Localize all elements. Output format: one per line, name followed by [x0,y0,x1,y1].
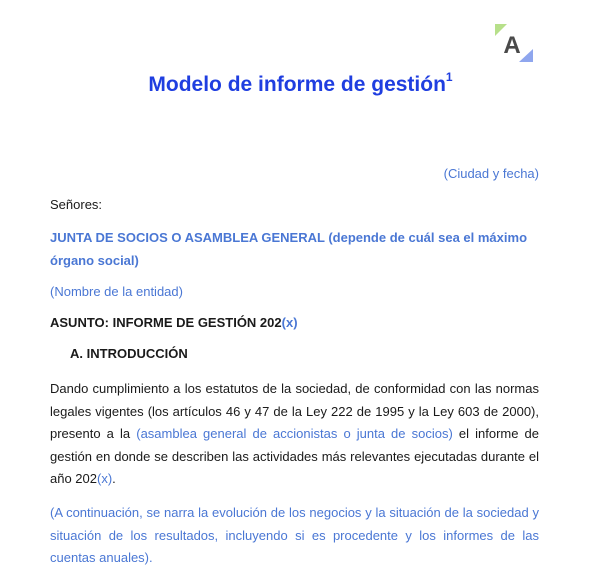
intro-text-1: Dando cumplimiento a los estatutos de la sociedad, de conformidad con las normas legales vigentes (los artículos 46 y 47 de la Ley 222 de 1995 y la Ley 603 de 2000), presento a la [50,381,539,441]
logo-letter: A [503,32,521,59]
addressee: JUNTA DE SOCIOS O ASAMBLEA GENERAL (depende de cuál sea el máximo órgano social) [50,230,528,268]
brand-logo-icon [493,22,533,64]
page-title [0,72,601,97]
instruction-note: (A continuación, se narra la evolución de los negocios y la situación de la sociedad y situación de los resultados, incluyendo si es procedente y los informes de las cuentas anuales). [50,505,539,565]
section-heading [70,343,539,366]
intro-text-3: . [112,471,116,486]
subject-line [50,312,539,335]
intro-paragraph [50,378,539,491]
entity-name-placeholder: (Nombre de la entidad) [50,284,183,299]
section-letter: A. [70,346,83,361]
title-footnote-marker: 1 [445,70,453,84]
intro-text-2: el informe de gestión en donde se describen las actividades más relevantes ejecutadas durante el año 202 [50,426,540,486]
city-date-placeholder: (Ciudad y fecha) [443,166,539,181]
subject-prefix: ASUNTO: INFORME DE GESTIÓN 202 [50,315,282,330]
intro-placeholder-year: (x) [97,471,113,486]
salutation: Señores: [50,197,103,212]
subject-year-placeholder: (x) [281,315,298,330]
section-title: INTRODUCCIÓN [86,346,188,361]
title-text: Modelo de informe de gestión [148,73,446,96]
intro-placeholder-assembly: (asamblea general de accionistas o junta de socios) [136,426,453,441]
